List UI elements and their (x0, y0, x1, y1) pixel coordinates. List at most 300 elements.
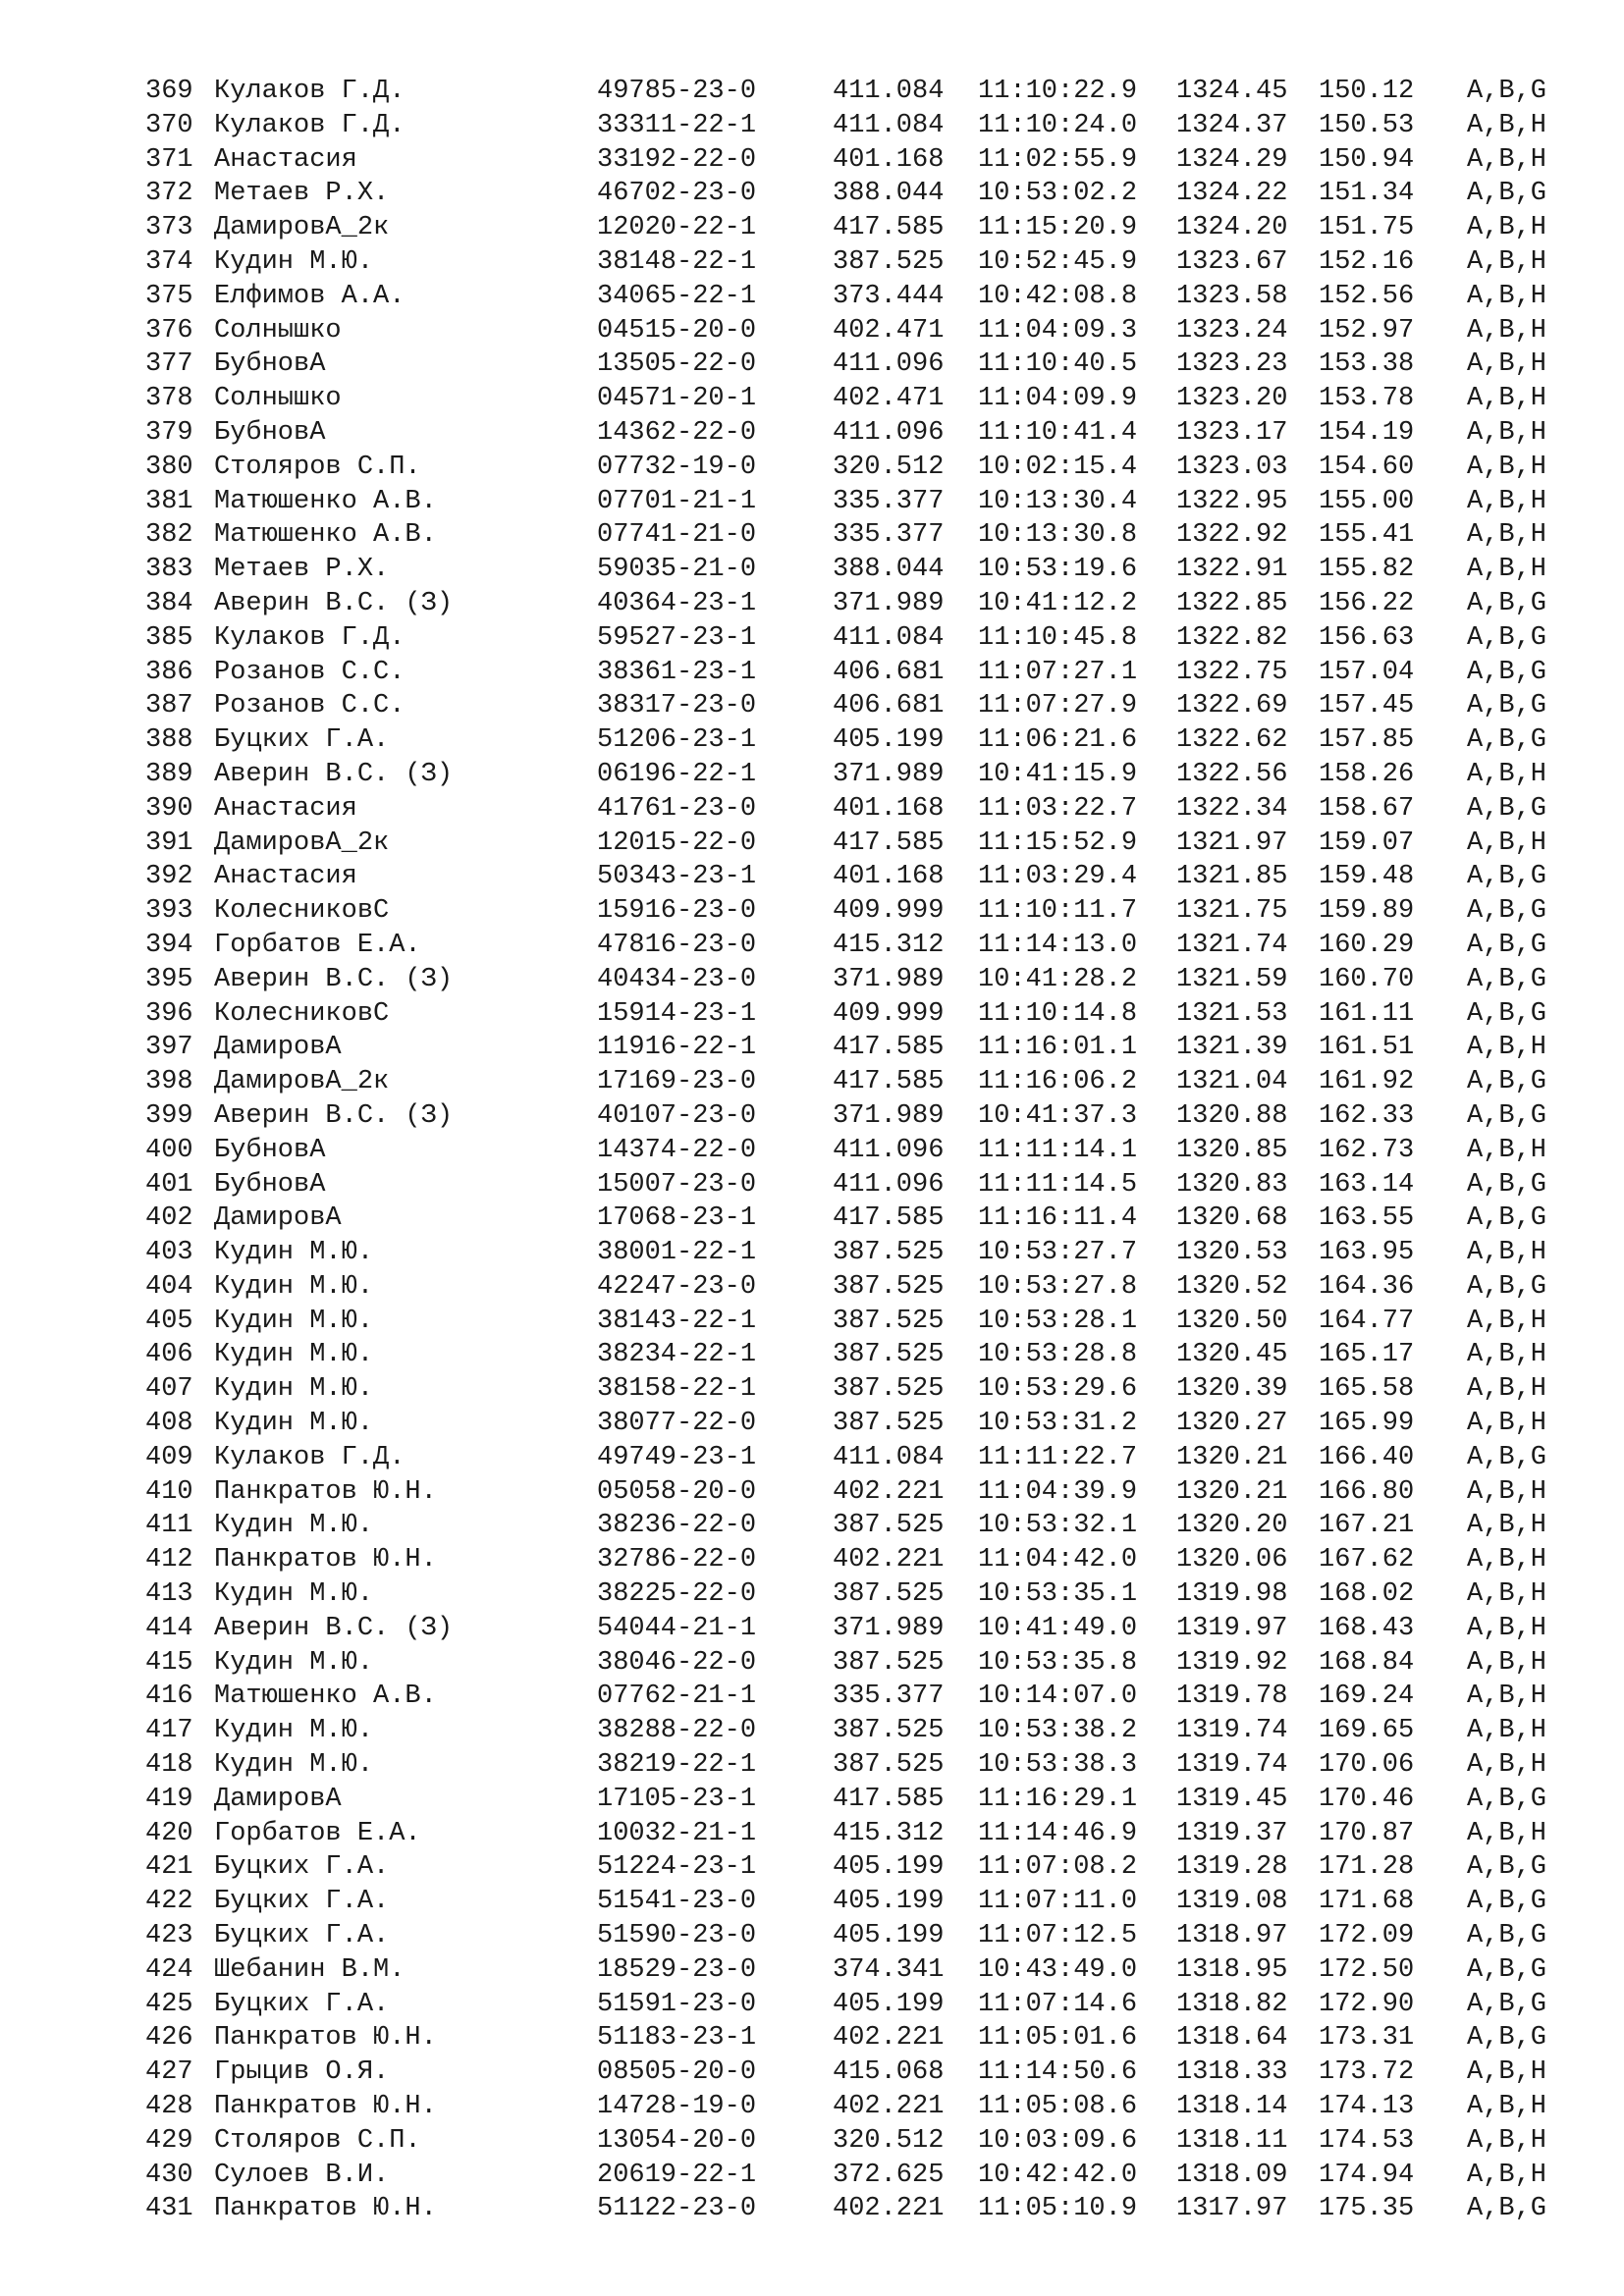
cell-ring: 13505-22-0 (597, 349, 757, 380)
cell-place: 393 (145, 896, 193, 927)
cell-coef: 170.46 (1319, 1784, 1415, 1814)
cell-coef: 161.51 (1319, 1033, 1415, 1063)
cell-speed: 1322.56 (1176, 759, 1288, 789)
cell-speed: 1322.92 (1176, 520, 1288, 551)
table-row (145, 1646, 1549, 1681)
cell-dist: 417.585 (833, 213, 945, 243)
cell-ring: 14362-22-0 (597, 417, 757, 448)
cell-coef: 172.50 (1319, 1954, 1415, 1985)
cell-name: Буцких Г.А. (214, 1989, 390, 2019)
cell-speed: 1322.91 (1176, 555, 1288, 585)
cell-coef: 165.17 (1319, 1340, 1415, 1370)
cell-coef: 167.21 (1319, 1511, 1415, 1541)
cell-time: 11:07:14.6 (978, 1989, 1138, 2019)
cell-place: 415 (145, 1647, 193, 1678)
table-row (145, 1065, 1549, 1099)
cell-time: 11:14:50.6 (978, 2057, 1138, 2088)
table-row (145, 894, 1549, 929)
cell-group: A,B,H (1467, 1409, 1547, 1439)
cell-ring: 12020-22-1 (597, 213, 757, 243)
cell-dist: 411.096 (833, 417, 945, 448)
cell-place: 394 (145, 930, 193, 960)
cell-dist: 402.221 (833, 2023, 945, 2054)
table-row (145, 109, 1549, 143)
cell-coef: 166.40 (1319, 1442, 1415, 1472)
cell-dist: 415.068 (833, 2057, 945, 2088)
cell-coef: 174.53 (1319, 2125, 1415, 2156)
cell-time: 11:02:55.9 (978, 144, 1138, 175)
cell-coef: 169.24 (1319, 1682, 1415, 1712)
cell-time: 10:53:29.6 (978, 1374, 1138, 1405)
cell-speed: 1320.53 (1176, 1238, 1288, 1268)
cell-place: 403 (145, 1238, 193, 1268)
cell-coef: 160.29 (1319, 930, 1415, 960)
cell-speed: 1324.29 (1176, 144, 1288, 175)
cell-group: A,B,H (1467, 452, 1547, 482)
cell-name: Столяров С.П. (214, 2125, 421, 2156)
cell-name: Буцких Г.А. (214, 1921, 390, 1951)
cell-place: 407 (145, 1374, 193, 1405)
cell-speed: 1322.62 (1176, 725, 1288, 756)
cell-speed: 1320.21 (1176, 1476, 1288, 1507)
cell-speed: 1321.53 (1176, 998, 1288, 1029)
cell-coef: 150.53 (1319, 110, 1415, 140)
cell-ring: 08505-20-0 (597, 2057, 757, 2088)
cell-group: A,B,G (1467, 2194, 1547, 2224)
cell-coef: 155.82 (1319, 555, 1415, 585)
table-row (145, 1407, 1549, 1441)
cell-ring: 51206-23-1 (597, 725, 757, 756)
cell-group: A,B,G (1467, 1100, 1547, 1131)
cell-group: A,B,H (1467, 555, 1547, 585)
cell-dist: 417.585 (833, 1203, 945, 1234)
cell-name: Кудин М.Ю. (214, 1511, 374, 1541)
table-row (145, 518, 1549, 553)
table-row (145, 1441, 1549, 1475)
cell-place: 383 (145, 555, 193, 585)
cell-coef: 159.48 (1319, 862, 1415, 892)
cell-ring: 41761-23-0 (597, 793, 757, 824)
cell-coef: 155.41 (1319, 520, 1415, 551)
cell-ring: 04571-20-1 (597, 384, 757, 414)
cell-group: A,B,G (1467, 1989, 1547, 2019)
cell-name: Панкратов Ю.Н. (214, 2194, 437, 2224)
cell-place: 413 (145, 1579, 193, 1610)
cell-place: 402 (145, 1203, 193, 1234)
cell-name: Столяров С.П. (214, 452, 421, 482)
cell-dist: 402.221 (833, 2194, 945, 2224)
cell-group: A,B,H (1467, 246, 1547, 277)
cell-speed: 1322.82 (1176, 622, 1288, 653)
cell-speed: 1324.22 (1176, 179, 1288, 209)
cell-dist: 371.989 (833, 964, 945, 994)
cell-group: A,B,G (1467, 77, 1547, 106)
cell-speed: 1319.74 (1176, 1716, 1288, 1746)
cell-coef: 170.87 (1319, 1818, 1415, 1848)
cell-dist: 411.084 (833, 1442, 945, 1472)
cell-dist: 417.585 (833, 1033, 945, 1063)
cell-ring: 38225-22-0 (597, 1579, 757, 1610)
cell-ring: 38236-22-0 (597, 1511, 757, 1541)
cell-ring: 32786-22-0 (597, 1545, 757, 1575)
cell-place: 430 (145, 2160, 193, 2190)
cell-place: 421 (145, 1852, 193, 1883)
cell-time: 11:10:11.7 (978, 896, 1138, 927)
cell-speed: 1318.11 (1176, 2125, 1288, 2156)
cell-speed: 1320.45 (1176, 1340, 1288, 1370)
cell-speed: 1322.85 (1176, 588, 1288, 618)
cell-name: Сулоев В.И. (214, 2160, 390, 2190)
cell-coef: 165.58 (1319, 1374, 1415, 1405)
cell-coef: 161.11 (1319, 998, 1415, 1029)
cell-name: Кудин М.Ю. (214, 246, 374, 277)
cell-ring: 11916-22-1 (597, 1033, 757, 1063)
cell-ring: 40107-23-0 (597, 1100, 757, 1131)
cell-ring: 59035-21-0 (597, 555, 757, 585)
cell-coef: 174.94 (1319, 2160, 1415, 2190)
cell-speed: 1318.33 (1176, 2057, 1288, 2088)
cell-place: 390 (145, 793, 193, 824)
table-row (145, 75, 1549, 109)
cell-place: 418 (145, 1750, 193, 1781)
cell-name: Солнышко (214, 384, 342, 414)
cell-ring: 38317-23-0 (597, 691, 757, 721)
cell-time: 10:53:31.2 (978, 1409, 1138, 1439)
cell-dist: 387.525 (833, 1511, 945, 1541)
cell-name: Кудин М.Ю. (214, 1647, 374, 1678)
cell-ring: 51183-23-1 (597, 2023, 757, 2054)
cell-dist: 387.525 (833, 1340, 945, 1370)
cell-time: 10:53:28.1 (978, 1306, 1138, 1336)
cell-speed: 1323.58 (1176, 281, 1288, 311)
cell-time: 10:41:12.2 (978, 588, 1138, 618)
cell-speed: 1321.85 (1176, 862, 1288, 892)
cell-coef: 173.31 (1319, 2023, 1415, 2054)
cell-time: 11:07:11.0 (978, 1887, 1138, 1917)
cell-coef: 170.06 (1319, 1750, 1415, 1781)
cell-coef: 151.75 (1319, 213, 1415, 243)
cell-place: 416 (145, 1682, 193, 1712)
cell-coef: 158.26 (1319, 759, 1415, 789)
cell-dist: 320.512 (833, 452, 945, 482)
cell-ring: 51591-23-0 (597, 1989, 757, 2019)
cell-dist: 411.084 (833, 77, 945, 106)
cell-place: 401 (145, 1169, 193, 1200)
cell-dist: 405.199 (833, 1989, 945, 2019)
cell-place: 410 (145, 1476, 193, 1507)
table-row (145, 997, 1549, 1032)
cell-group: A,B,G (1467, 657, 1547, 687)
cell-dist: 335.377 (833, 486, 945, 516)
cell-ring: 42247-23-0 (597, 1271, 757, 1302)
table-row (145, 1850, 1549, 1885)
cell-time: 10:41:37.3 (978, 1100, 1138, 1131)
table-row (145, 1577, 1549, 1612)
cell-coef: 161.92 (1319, 1067, 1415, 1097)
cell-name: БубновА (214, 417, 326, 448)
cell-speed: 1320.27 (1176, 1409, 1288, 1439)
cell-time: 11:14:46.9 (978, 1818, 1138, 1848)
cell-coef: 152.97 (1319, 315, 1415, 346)
cell-speed: 1323.17 (1176, 417, 1288, 448)
cell-place: 375 (145, 281, 193, 311)
cell-dist: 411.084 (833, 110, 945, 140)
cell-speed: 1324.45 (1176, 77, 1288, 106)
cell-speed: 1320.21 (1176, 1442, 1288, 1472)
cell-name: Кулаков Г.Д. (214, 622, 406, 653)
cell-time: 11:10:45.8 (978, 622, 1138, 653)
cell-group: A,B,H (1467, 1511, 1547, 1541)
cell-speed: 1321.04 (1176, 1067, 1288, 1097)
cell-dist: 372.625 (833, 2160, 945, 2190)
cell-speed: 1318.95 (1176, 1954, 1288, 1985)
cell-group: A,B,G (1467, 998, 1547, 1029)
cell-dist: 371.989 (833, 759, 945, 789)
cell-coef: 158.67 (1319, 793, 1415, 824)
cell-coef: 171.28 (1319, 1852, 1415, 1883)
cell-speed: 1319.97 (1176, 1613, 1288, 1643)
cell-name: Аверин В.С. (З) (214, 964, 454, 994)
cell-coef: 164.36 (1319, 1271, 1415, 1302)
cell-time: 11:05:08.6 (978, 2092, 1138, 2122)
cell-place: 423 (145, 1921, 193, 1951)
cell-coef: 152.16 (1319, 246, 1415, 277)
cell-name: Буцких Г.А. (214, 725, 390, 756)
cell-time: 11:16:06.2 (978, 1067, 1138, 1097)
cell-time: 11:07:27.1 (978, 657, 1138, 687)
cell-ring: 17068-23-1 (597, 1203, 757, 1234)
cell-dist: 320.512 (833, 2125, 945, 2156)
cell-group: A,B,G (1467, 1954, 1547, 1985)
cell-group: A,B,G (1467, 725, 1547, 756)
cell-group: A,B,H (1467, 144, 1547, 175)
cell-dist: 406.681 (833, 691, 945, 721)
cell-name: Метаев Р.Х. (214, 179, 390, 209)
cell-place: 424 (145, 1954, 193, 1985)
cell-coef: 168.43 (1319, 1613, 1415, 1643)
cell-speed: 1321.59 (1176, 964, 1288, 994)
cell-dist: 371.989 (833, 588, 945, 618)
cell-dist: 411.096 (833, 349, 945, 380)
table-row (145, 1134, 1549, 1168)
cell-time: 11:16:01.1 (978, 1033, 1138, 1063)
cell-speed: 1321.74 (1176, 930, 1288, 960)
table-row (145, 451, 1549, 485)
cell-group: A,B,G (1467, 1271, 1547, 1302)
cell-time: 11:05:01.6 (978, 2023, 1138, 2054)
cell-group: A,B,H (1467, 1682, 1547, 1712)
cell-place: 378 (145, 384, 193, 414)
cell-time: 11:16:29.1 (978, 1784, 1138, 1814)
cell-name: Матюшенко А.В. (214, 1682, 437, 1712)
cell-time: 11:11:14.1 (978, 1135, 1138, 1165)
cell-group: A,B,G (1467, 179, 1547, 209)
cell-group: A,B,H (1467, 315, 1547, 346)
cell-name: Кулаков Г.Д. (214, 1442, 406, 1472)
cell-ring: 06196-22-1 (597, 759, 757, 789)
cell-place: 371 (145, 144, 193, 175)
table-row (145, 1475, 1549, 1510)
cell-name: Матюшенко А.В. (214, 520, 437, 551)
cell-dist: 415.312 (833, 930, 945, 960)
cell-place: 396 (145, 998, 193, 1029)
table-row (145, 2056, 1549, 2090)
table-row (145, 1885, 1549, 1919)
cell-name: Анастасия (214, 862, 357, 892)
cell-group: A,B,H (1467, 384, 1547, 414)
table-row (145, 1099, 1549, 1134)
cell-dist: 387.525 (833, 1716, 945, 1746)
cell-time: 11:05:10.9 (978, 2194, 1138, 2224)
cell-group: A,B,H (1467, 2125, 1547, 2156)
cell-ring: 38158-22-1 (597, 1374, 757, 1405)
cell-speed: 1321.97 (1176, 828, 1288, 858)
cell-group: A,B,H (1467, 2057, 1547, 2088)
cell-place: 429 (145, 2125, 193, 2156)
cell-place: 405 (145, 1306, 193, 1336)
cell-ring: 07732-19-0 (597, 452, 757, 482)
cell-group: A,B,H (1467, 1716, 1547, 1746)
cell-group: A,B,G (1467, 1169, 1547, 1200)
table-row (145, 587, 1549, 621)
cell-ring: 50343-23-1 (597, 862, 757, 892)
cell-time: 10:13:30.4 (978, 486, 1138, 516)
table-row (145, 2124, 1549, 2159)
table-row (145, 1236, 1549, 1270)
cell-group: A,B,G (1467, 588, 1547, 618)
cell-coef: 156.63 (1319, 622, 1415, 653)
cell-ring: 38288-22-0 (597, 1716, 757, 1746)
table-row (145, 382, 1549, 416)
cell-time: 11:03:29.4 (978, 862, 1138, 892)
cell-name: Аверин В.С. (З) (214, 759, 454, 789)
cell-group: A,B,H (1467, 828, 1547, 858)
cell-speed: 1320.83 (1176, 1169, 1288, 1200)
cell-time: 10:53:38.2 (978, 1716, 1138, 1746)
cell-group: A,B,G (1467, 622, 1547, 653)
table-row (145, 963, 1549, 997)
cell-time: 11:15:52.9 (978, 828, 1138, 858)
cell-place: 417 (145, 1716, 193, 1746)
cell-ring: 38234-22-1 (597, 1340, 757, 1370)
cell-coef: 171.68 (1319, 1887, 1415, 1917)
cell-name: ДамировА (214, 1033, 342, 1063)
cell-ring: 51590-23-0 (597, 1921, 757, 1951)
cell-time: 10:42:08.8 (978, 281, 1138, 311)
cell-speed: 1318.97 (1176, 1921, 1288, 1951)
cell-dist: 402.471 (833, 315, 945, 346)
cell-coef: 150.94 (1319, 144, 1415, 175)
cell-name: Кулаков Г.Д. (214, 110, 406, 140)
cell-name: Кудин М.Ю. (214, 1271, 374, 1302)
cell-speed: 1323.67 (1176, 246, 1288, 277)
cell-place: 411 (145, 1511, 193, 1541)
table-row (145, 1680, 1549, 1714)
cell-name: Елфимов А.А. (214, 281, 406, 311)
cell-ring: 33311-22-1 (597, 110, 757, 140)
table-row (145, 2090, 1549, 2124)
table-row (145, 485, 1549, 519)
cell-place: 379 (145, 417, 193, 448)
cell-coef: 157.04 (1319, 657, 1415, 687)
cell-group: A,B,H (1467, 1476, 1547, 1507)
cell-place: 381 (145, 486, 193, 516)
cell-coef: 160.70 (1319, 964, 1415, 994)
cell-speed: 1322.69 (1176, 691, 1288, 721)
cell-speed: 1318.82 (1176, 1989, 1288, 2019)
cell-place: 412 (145, 1545, 193, 1575)
cell-dist: 417.585 (833, 1067, 945, 1097)
cell-dist: 388.044 (833, 555, 945, 585)
cell-speed: 1319.98 (1176, 1579, 1288, 1610)
cell-dist: 401.168 (833, 144, 945, 175)
table-row (145, 1031, 1549, 1065)
cell-dist: 387.525 (833, 1306, 945, 1336)
cell-group: A,B,H (1467, 349, 1547, 380)
cell-place: 376 (145, 315, 193, 346)
cell-ring: 59527-23-1 (597, 622, 757, 653)
cell-place: 382 (145, 520, 193, 551)
cell-name: Буцких Г.А. (214, 1887, 390, 1917)
cell-dist: 411.096 (833, 1135, 945, 1165)
cell-speed: 1319.08 (1176, 1887, 1288, 1917)
cell-group: A,B,G (1467, 2023, 1547, 2054)
cell-name: Анастасия (214, 144, 357, 175)
table-row (145, 2192, 1549, 2226)
cell-name: Панкратов Ю.Н. (214, 2092, 437, 2122)
cell-place: 398 (145, 1067, 193, 1097)
cell-place: 386 (145, 657, 193, 687)
cell-speed: 1319.28 (1176, 1852, 1288, 1883)
cell-time: 11:11:14.5 (978, 1169, 1138, 1200)
cell-speed: 1321.75 (1176, 896, 1288, 927)
cell-speed: 1320.06 (1176, 1545, 1288, 1575)
table-row (145, 416, 1549, 451)
cell-place: 370 (145, 110, 193, 140)
cell-name: Кудин М.Ю. (214, 1374, 374, 1405)
cell-dist: 405.199 (833, 1852, 945, 1883)
cell-coef: 175.35 (1319, 2194, 1415, 2224)
cell-time: 11:04:42.0 (978, 1545, 1138, 1575)
cell-dist: 402.221 (833, 1476, 945, 1507)
cell-group: A,B,G (1467, 930, 1547, 960)
cell-time: 11:10:14.8 (978, 998, 1138, 1029)
cell-speed: 1322.34 (1176, 793, 1288, 824)
table-row (145, 1612, 1549, 1646)
cell-name: Панкратов Ю.Н. (214, 1476, 437, 1507)
table-row (145, 177, 1549, 211)
cell-coef: 159.07 (1319, 828, 1415, 858)
cell-ring: 07701-21-1 (597, 486, 757, 516)
cell-time: 10:53:35.8 (978, 1647, 1138, 1678)
cell-coef: 163.95 (1319, 1238, 1415, 1268)
cell-time: 10:53:32.1 (978, 1511, 1138, 1541)
cell-time: 11:10:22.9 (978, 77, 1138, 106)
cell-speed: 1322.75 (1176, 657, 1288, 687)
cell-group: A,B,G (1467, 1784, 1547, 1814)
cell-ring: 07741-21-0 (597, 520, 757, 551)
cell-ring: 15007-23-0 (597, 1169, 757, 1200)
cell-group: A,B,G (1467, 1887, 1547, 1917)
cell-dist: 335.377 (833, 1682, 945, 1712)
cell-speed: 1320.20 (1176, 1511, 1288, 1541)
cell-ring: 33192-22-0 (597, 144, 757, 175)
cell-place: 387 (145, 691, 193, 721)
cell-name: ДамировА (214, 1784, 342, 1814)
cell-name: Кудин М.Ю. (214, 1579, 374, 1610)
cell-place: 373 (145, 213, 193, 243)
cell-dist: 411.084 (833, 622, 945, 653)
